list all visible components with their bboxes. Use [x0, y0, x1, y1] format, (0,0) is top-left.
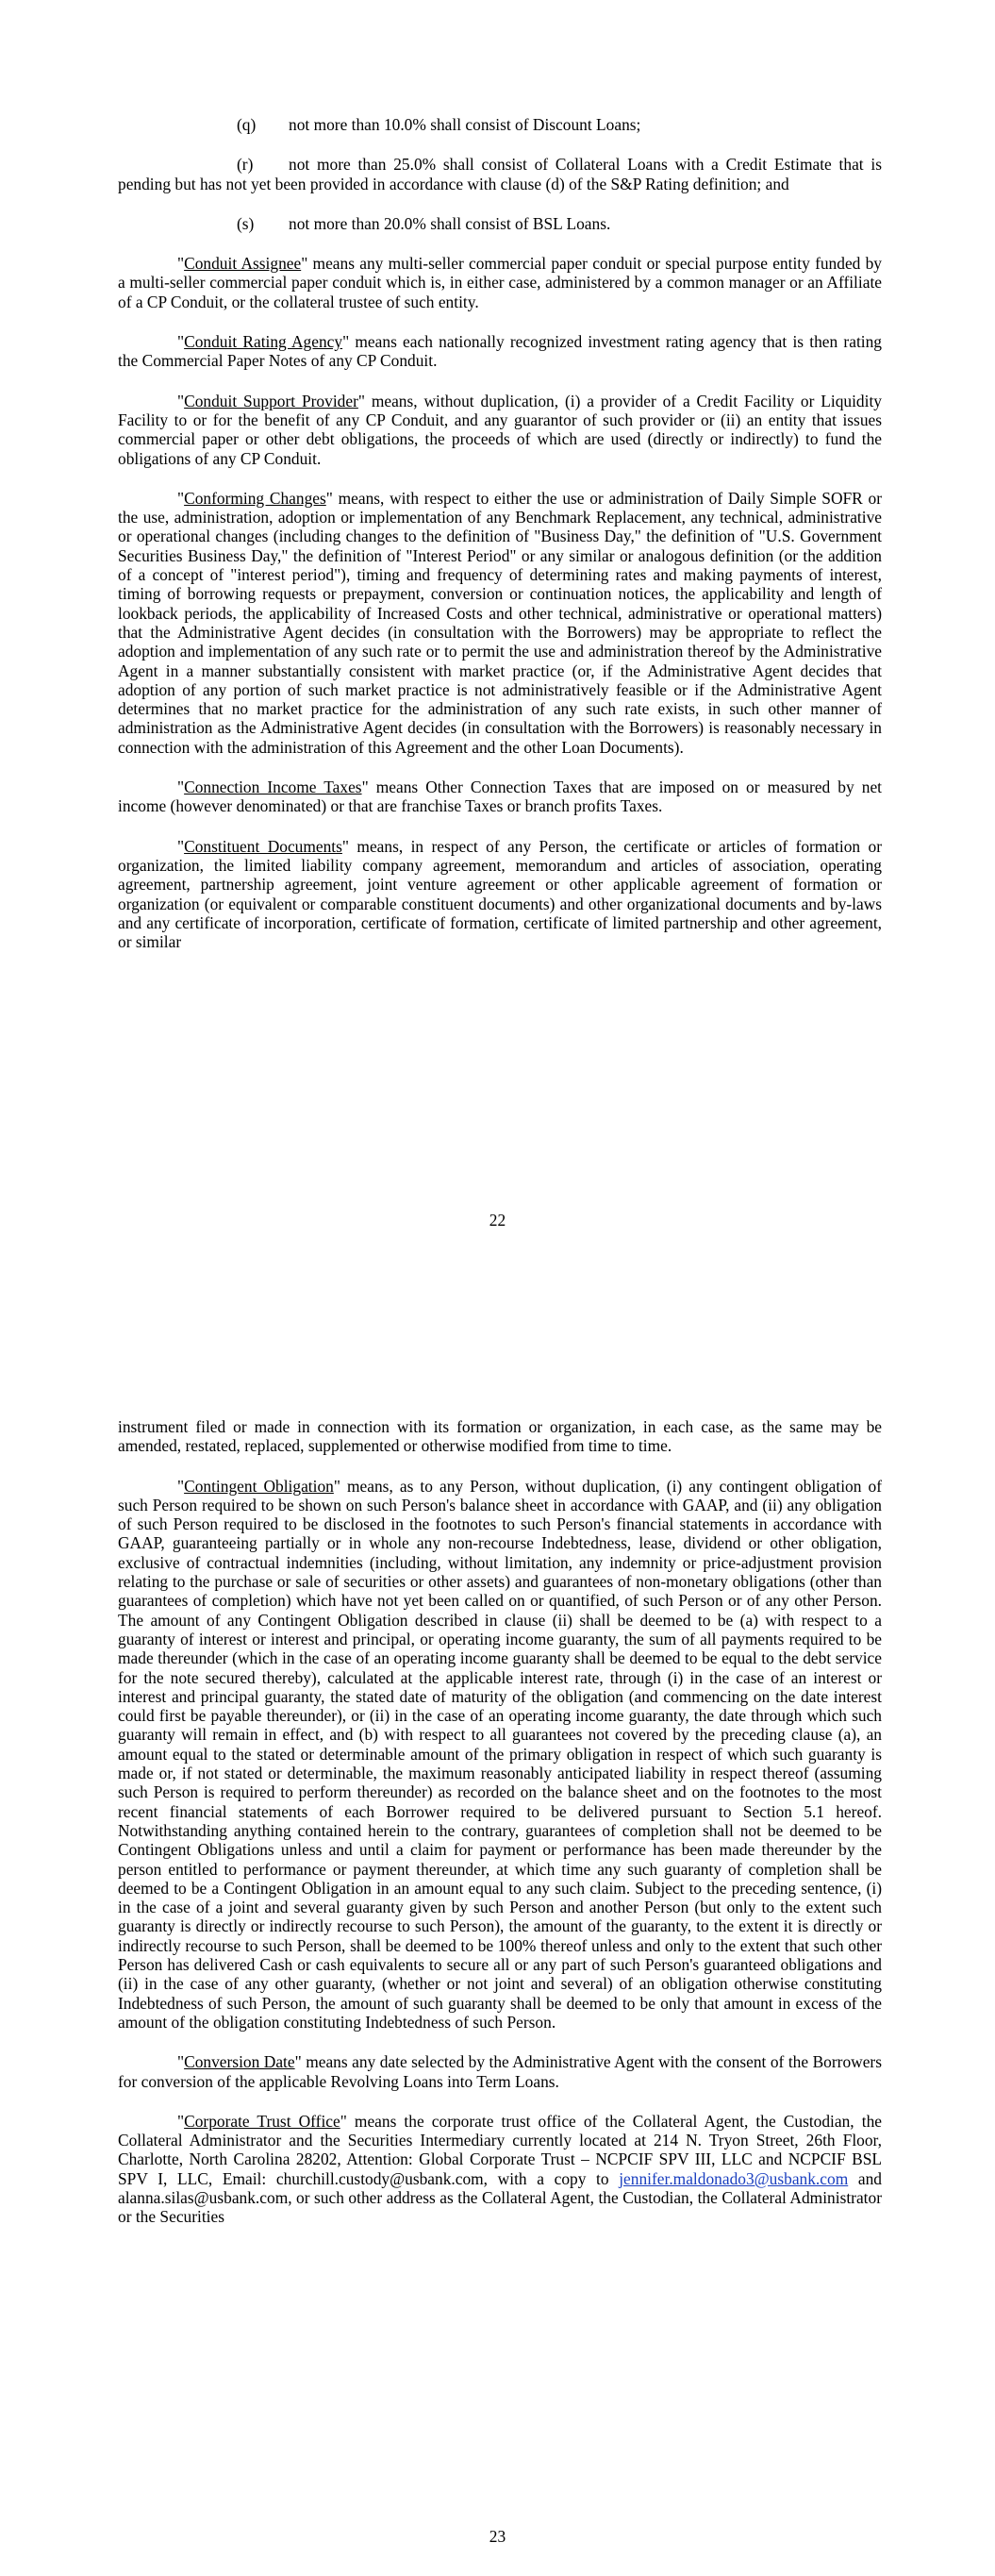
- page-body: [118, 1417, 882, 2227]
- defined-term: Conduit Rating Agency: [184, 332, 343, 352]
- page-number: 22: [489, 1211, 506, 1229]
- document-page-23: [0, 1283, 995, 2576]
- list-item: [118, 115, 882, 134]
- list-item: [118, 155, 882, 193]
- definition-text: and alanna.silas@usbank.com, or such other address as the Collateral Agent, the Custodian, the Collateral Administrator or the Securities: [118, 2168, 882, 2227]
- list-marker: (q): [237, 115, 257, 134]
- defined-term: Connection Income Taxes: [184, 778, 362, 797]
- definition-paragraph: "Conduit Assignee" means any multi-seller commercial paper conduit or special purpose entity funded by a multi-seller commercial paper conduit which is, in either case, administered by a common manager or an Affiliate of a CP Conduit, or the collateral trustee of such entity.: [118, 254, 883, 311]
- list-marker: (r): [237, 155, 254, 175]
- page-body: [118, 115, 882, 951]
- definition-text: " means Other Connection Taxes that are imposed on or measured by net income (however denominated) or that are franchise Taxes or branch profits Taxes.: [118, 778, 882, 816]
- definition-text: " means, as to any Person, without duplication, (i) any contingent obligation of such Person required to be shown on such Person's balance sheet in accordance with GAAP, and (ii) any obligation of such Person required to be disclosed in the footnotes to such Person's financial statements in accordance with GAAP, guaranteeing partially or in whole any non-recourse Indebtedness, lease, dividend or other obligation, exclusive of contractual indemnities (including, without limitation, any indemnity or price-adjustment provision relating to the purchase or sale of securities or other assets) and guarantees of non-monetary obligations (other than guarantees of completion) which have not yet been called on or quantified, of such Person or of any other Person. The amount of any Contingent Obligation described in clause (ii) shall be deemed to be (a) with respect to a guaranty of interest or interest and principal, or operating income guaranty, the sum of all payments required to be made thereunder (which in the case of an operating income guaranty shall be deemed to be equal to the debt service for the note secured thereby), calculated at the applicable interest rate, through (i) in the case of an interest or interest and principal guaranty, the stated date of maturity of the obligation (and commencing on the date interest could first be payable thereunder), or (ii) in the case of an operating income guaranty, the date through which such guaranty will remain in effect, and (b) with respect to all guarantees not covered by the preceding clause (a), an amount equal to the stated or determinable amount of the primary obligation in respect of which such guaranty is made or, if not stated or determinable, the maximum reasonably anticipated liability in respect thereof (assuming such Person is required to perform thereunder) as recorded on the balance sheet and on the footnotes to the most recent financial statements of each Borrower required to be delivered pursuant to Section 5.1 hereof. Notwithstanding anything contained herein to the contrary, guarantees of completion shall not be deemed to be Contingent Obligations unless and until a claim for payment or performance has been made thereunder by the person entitled to performance or payment thereunder, at which time any such guaranty of completion shall be deemed to be a Contingent Obligation in an amount equal to any such claim. Subject to the preceding sentence, (i) in the case of a joint and several guaranty given by such Person and another Person (but only to the extent such guaranty is directly or indirectly recourse to such Person), the amount of the guaranty, to the extent it is directly or indirectly recourse to such Person, shall be deemed to be 100% thereof unless and only to the extent that such other Person has delivered Cash or cash equivalents to secure all or any part of such Person's guaranteed obligations and (ii) in the case of any other guaranty, (whether or not joint and several) of an obligation otherwise constituting Indebtedness of such Person, the amount of such guaranty shall be deemed to be only that amount in excess of the amount of the obligation constituting Indebtedness of such Person.: [118, 1476, 882, 2032]
- document-page-22: [0, 0, 995, 1283]
- defined-term: Contingent Obligation: [184, 1476, 334, 1496]
- email-link[interactable]: jennifer.maldonado3@usbank.com: [619, 2168, 849, 2188]
- definition-text: " means, without duplication, (i) a provider of a Credit Facility or Liquidity Facility to or for the benefit of any CP Conduit, and any guarantor of such provider or (ii) an entity that issues commercial paper or other debt obligations, the proceeds of which are used (directly or indirectly) to fund the obligations of any CP Conduit.: [118, 391, 882, 468]
- definition-text: " means, with respect to either the use or administration of Daily Simple SOFR or the use, administration, adoption or implementation of any Benchmark Replacement, any technical, administrative or operational changes (including changes to the definition of "Business Day," the definition of "U.S. Government Securities Business Day," the definition of "Interest Period" or any similar or analogous definition (or the addition of a concept of "interest period"), timing and frequency of determining rates and making payments of interest, timing of borrowing requests or prepayment, conversion or continuation notices, the applicability and length of lookback periods, the applicability of Increased Costs and other technical, administrative or operational matters) that the Administrative Agent decides (in consultation with the Borrowers) may be appropriate to reflect the adoption and implementation of any such rate or to permit the use and administration thereof by the Administrative Agent in a manner substantially consistent with market practice (or, if the Administrative Agent decides that adoption of any portion of such market practice is not administratively feasible or if the Administrative Agent determines that no market practice for the administration of any such rate exists, in such other manner of administration as the Administrative Agent decides (in consultation with the Borrowers) is reasonably necessary in connection with the administration of this Agreement and the other Loan Documents).: [118, 488, 883, 757]
- definition-text: " means the corporate trust office of the Collateral Agent, the Custodian, the Collateral Administrator and the Securities Intermediary currently located at 214 N. Tryon Street, 26th Floor, Charlotte, North Carolina 28202, Attention: Global Corporate Trust – NCPCIF SPV III, LLC and NCPCIF BSL SPV I, LLC, Email: churchill.custody@usbank.com, with a copy to: [118, 2111, 882, 2188]
- defined-term: Corporate Trust Office: [184, 2111, 340, 2131]
- definition-text: " means any multi-seller commercial paper conduit or special purpose entity funded by a multi-seller commercial paper conduit which is, in either case, administered by a common manager or an Affiliate of a CP Conduit, or the collateral trustee of such entity.: [118, 254, 883, 311]
- list-marker: (s): [237, 213, 255, 233]
- defined-term: Conversion Date: [184, 2052, 295, 2072]
- definition-paragraph: "Corporate Trust Office" means the corporate trust office of the Collateral Agent, the Custodian, the Collateral Administrator and the Securities Intermediary currently located at 214 N. Tryon Street, 26th Floor, Charlotte, North Carolina 28202, Attention: Global Corporate Trust – NCPCIF SPV III, LLC and NCPCIF BSL SPV I, LLC, Email: churchill.custody@usbank.com, with a copy to jennifer.maldonado3@usbank.com and alanna.silas@usbank.com, or such other address as the Collateral Agent, the Custodian, the Collateral Administrator or the Securities: [118, 2111, 882, 2227]
- list-item-text: not more than 10.0% shall consist of Discount Loans;: [289, 115, 641, 134]
- definition-paragraph: "Constituent Documents" means, in respect of any Person, the certificate or articles of formation or organization, the limited liability company agreement, memorandum and articles of association, operating agreement, partnership agreement, joint venture agreement or other applicable agreement of formation or organization (or equivalent or comparable constituent documents) and other organizational documents and by-laws and any certificate of incorporation, certificate of formation, certificate of limited partnership and other agreement, or similar: [118, 836, 882, 952]
- definition-text: " means each nationally recognized investment rating agency that is then rating the Commercial Paper Notes of any CP Conduit.: [118, 332, 882, 371]
- definition-paragraph: "Conversion Date" means any date selected by the Administrative Agent with the consent of the Borrowers for conversion of the applicable Revolving Loans into Term Loans.: [118, 2052, 882, 2091]
- list-item-text: not more than 20.0% shall consist of BSL Loans.: [289, 213, 611, 233]
- defined-term: Conduit Support Provider: [184, 391, 358, 410]
- defined-term: Conforming Changes: [184, 488, 326, 508]
- list-item-text: not more than 25.0% shall consist of Collateral Loans with a Credit Estimate that is pending but has not yet been provided in accordance with clause (d) of the S&P Rating definition; and: [118, 155, 882, 193]
- definition-paragraph: "Conduit Support Provider" means, without duplication, (i) a provider of a Credit Facility or Liquidity Facility to or for the benefit of any CP Conduit, and any guarantor of such provider or (ii) an entity that issues commercial paper or other debt obligations, the proceeds of which are used (directly or indirectly) to fund the obligations of any CP Conduit.: [118, 391, 882, 468]
- page-number: 23: [489, 2527, 506, 2546]
- definition-paragraph: "Contingent Obligation" means, as to any Person, without duplication, (i) any contingent obligation of such Person required to be shown on such Person's balance sheet in accordance with GAAP, and (ii) any obligation of such Person required to be disclosed in the footnotes to such Person's financial statements in accordance with GAAP, guaranteeing partially or in whole any non-recourse Indebtedness, lease, dividend or other obligation, exclusive of contractual indemnities (including, without limitation, any indemnity or price-adjustment provision relating to the purchase or sale of securities or other assets) and guarantees of non-monetary obligations (other than guarantees of completion) which have not yet been called on or quantified, of such Person or of any other Person. The amount of any Contingent Obligation described in clause (ii) shall be deemed to be (a) with respect to a guaranty of interest or interest and principal, or operating income guaranty, the sum of all payments required to be made thereunder (which in the case of an operating income guaranty shall be deemed to be equal to the debt service for the note secured thereby), calculated at the applicable interest rate, through (i) in the case of an interest or interest and principal guaranty, the stated date of maturity of the obligation (and commencing on the date interest could first be payable thereunder), or (ii) in the case of an operating income guaranty, the date through which such guaranty will remain in effect, and (b) with respect to all guarantees not covered by the preceding clause (a), an amount equal to the stated or determinable amount of the primary obligation in respect of which such guaranty is made or, if not stated or determinable, the maximum reasonably anticipated liability in respect thereof (assuming such Person is required to perform thereunder) as recorded on the balance sheet and on the footnotes to the most recent financial statements of each Borrower required to be delivered pursuant to Section 5.1 hereof. Notwithstanding anything contained herein to the contrary, guarantees of completion shall not be deemed to be Contingent Obligations unless and until a claim for payment or performance has been made thereunder by the person entitled to performance or payment thereunder, at which time any such guaranty of completion shall be deemed to be a Contingent Obligation in an amount equal to any such claim. Subject to the preceding sentence, (i) in the case of a joint and several guaranty given by such Person and another Person (but only to the extent such guaranty is directly or indirectly recourse to such Person), the amount of the guaranty, to the extent it is directly or indirectly recourse to such Person, shall be deemed to be 100% thereof unless and only to the extent that such other Person has delivered Cash or cash equivalents to secure all or any part of such Person's guaranteed obligations and (ii) in the case of any other guaranty, (whether or not joint and several) of an obligation otherwise constituting Indebtedness of such Person, the amount of such guaranty shall be deemed to be only that amount in excess of the amount of the obligation constituting Indebtedness of such Person.: [118, 1476, 882, 2032]
- continuation-paragraph: instrument filed or made in connection with its formation or organization, in each case, as the same may be amended, restated, replaced, supplemented or otherwise modified from time to time.: [118, 1417, 882, 1456]
- defined-term: Conduit Assignee: [184, 254, 302, 274]
- definition-paragraph: "Conforming Changes" means, with respect to either the use or administration of Daily Simple SOFR or the use, administration, adoption or implementation of any Benchmark Replacement, any technical, administrative or operational changes (including changes to the definition of "Business Day," the definition of "U.S. Government Securities Business Day," the definition of "Interest Period" or any similar or analogous definition (or the addition of a concept of "interest period"), timing and frequency of determining rates and making payments of interest, timing of borrowing requests or prepayment, conversion or continuation notices, the applicability and length of lookback periods, the applicability of Increased Costs and other technical, administrative or operational matters) that the Administrative Agent decides (in consultation with the Borrowers) may be appropriate to reflect the adoption and implementation of any such rate or to permit the use and administration thereof by the Administrative Agent in a manner substantially consistent with market practice (or, if the Administrative Agent decides that adoption of any portion of such market practice is not administratively feasible or if the Administrative Agent determines that no market practice for the administration of any such rate exists, in such other manner of administration as the Administrative Agent decides (in consultation with the Borrowers) is reasonably necessary in connection with the administration of this Agreement and the other Loan Documents).: [118, 488, 883, 757]
- definition-paragraph: "Conduit Rating Agency" means each nationally recognized investment rating agency that is then rating the Commercial Paper Notes of any CP Conduit.: [118, 332, 882, 371]
- definition-paragraph: "Connection Income Taxes" means Other Connection Taxes that are imposed on or measured by net income (however denominated) or that are franchise Taxes or branch profits Taxes.: [118, 778, 882, 816]
- defined-term: Constituent Documents: [184, 836, 342, 856]
- definition-text: " means, in respect of any Person, the certificate or articles of formation or organization, the limited liability company agreement, memorandum and articles of association, operating agreement, partnership agreement, joint venture agreement or other applicable agreement of formation or organization (or equivalent or comparable constituent documents) and other organizational documents and by-laws and any certificate of incorporation, certificate of formation, certificate of limited partnership and other agreement, or similar: [118, 836, 882, 952]
- list-item: [118, 214, 882, 233]
- definition-text: " means any date selected by the Administrative Agent with the consent of the Borrowers for conversion of the applicable Revolving Loans into Term Loans.: [118, 2052, 882, 2091]
